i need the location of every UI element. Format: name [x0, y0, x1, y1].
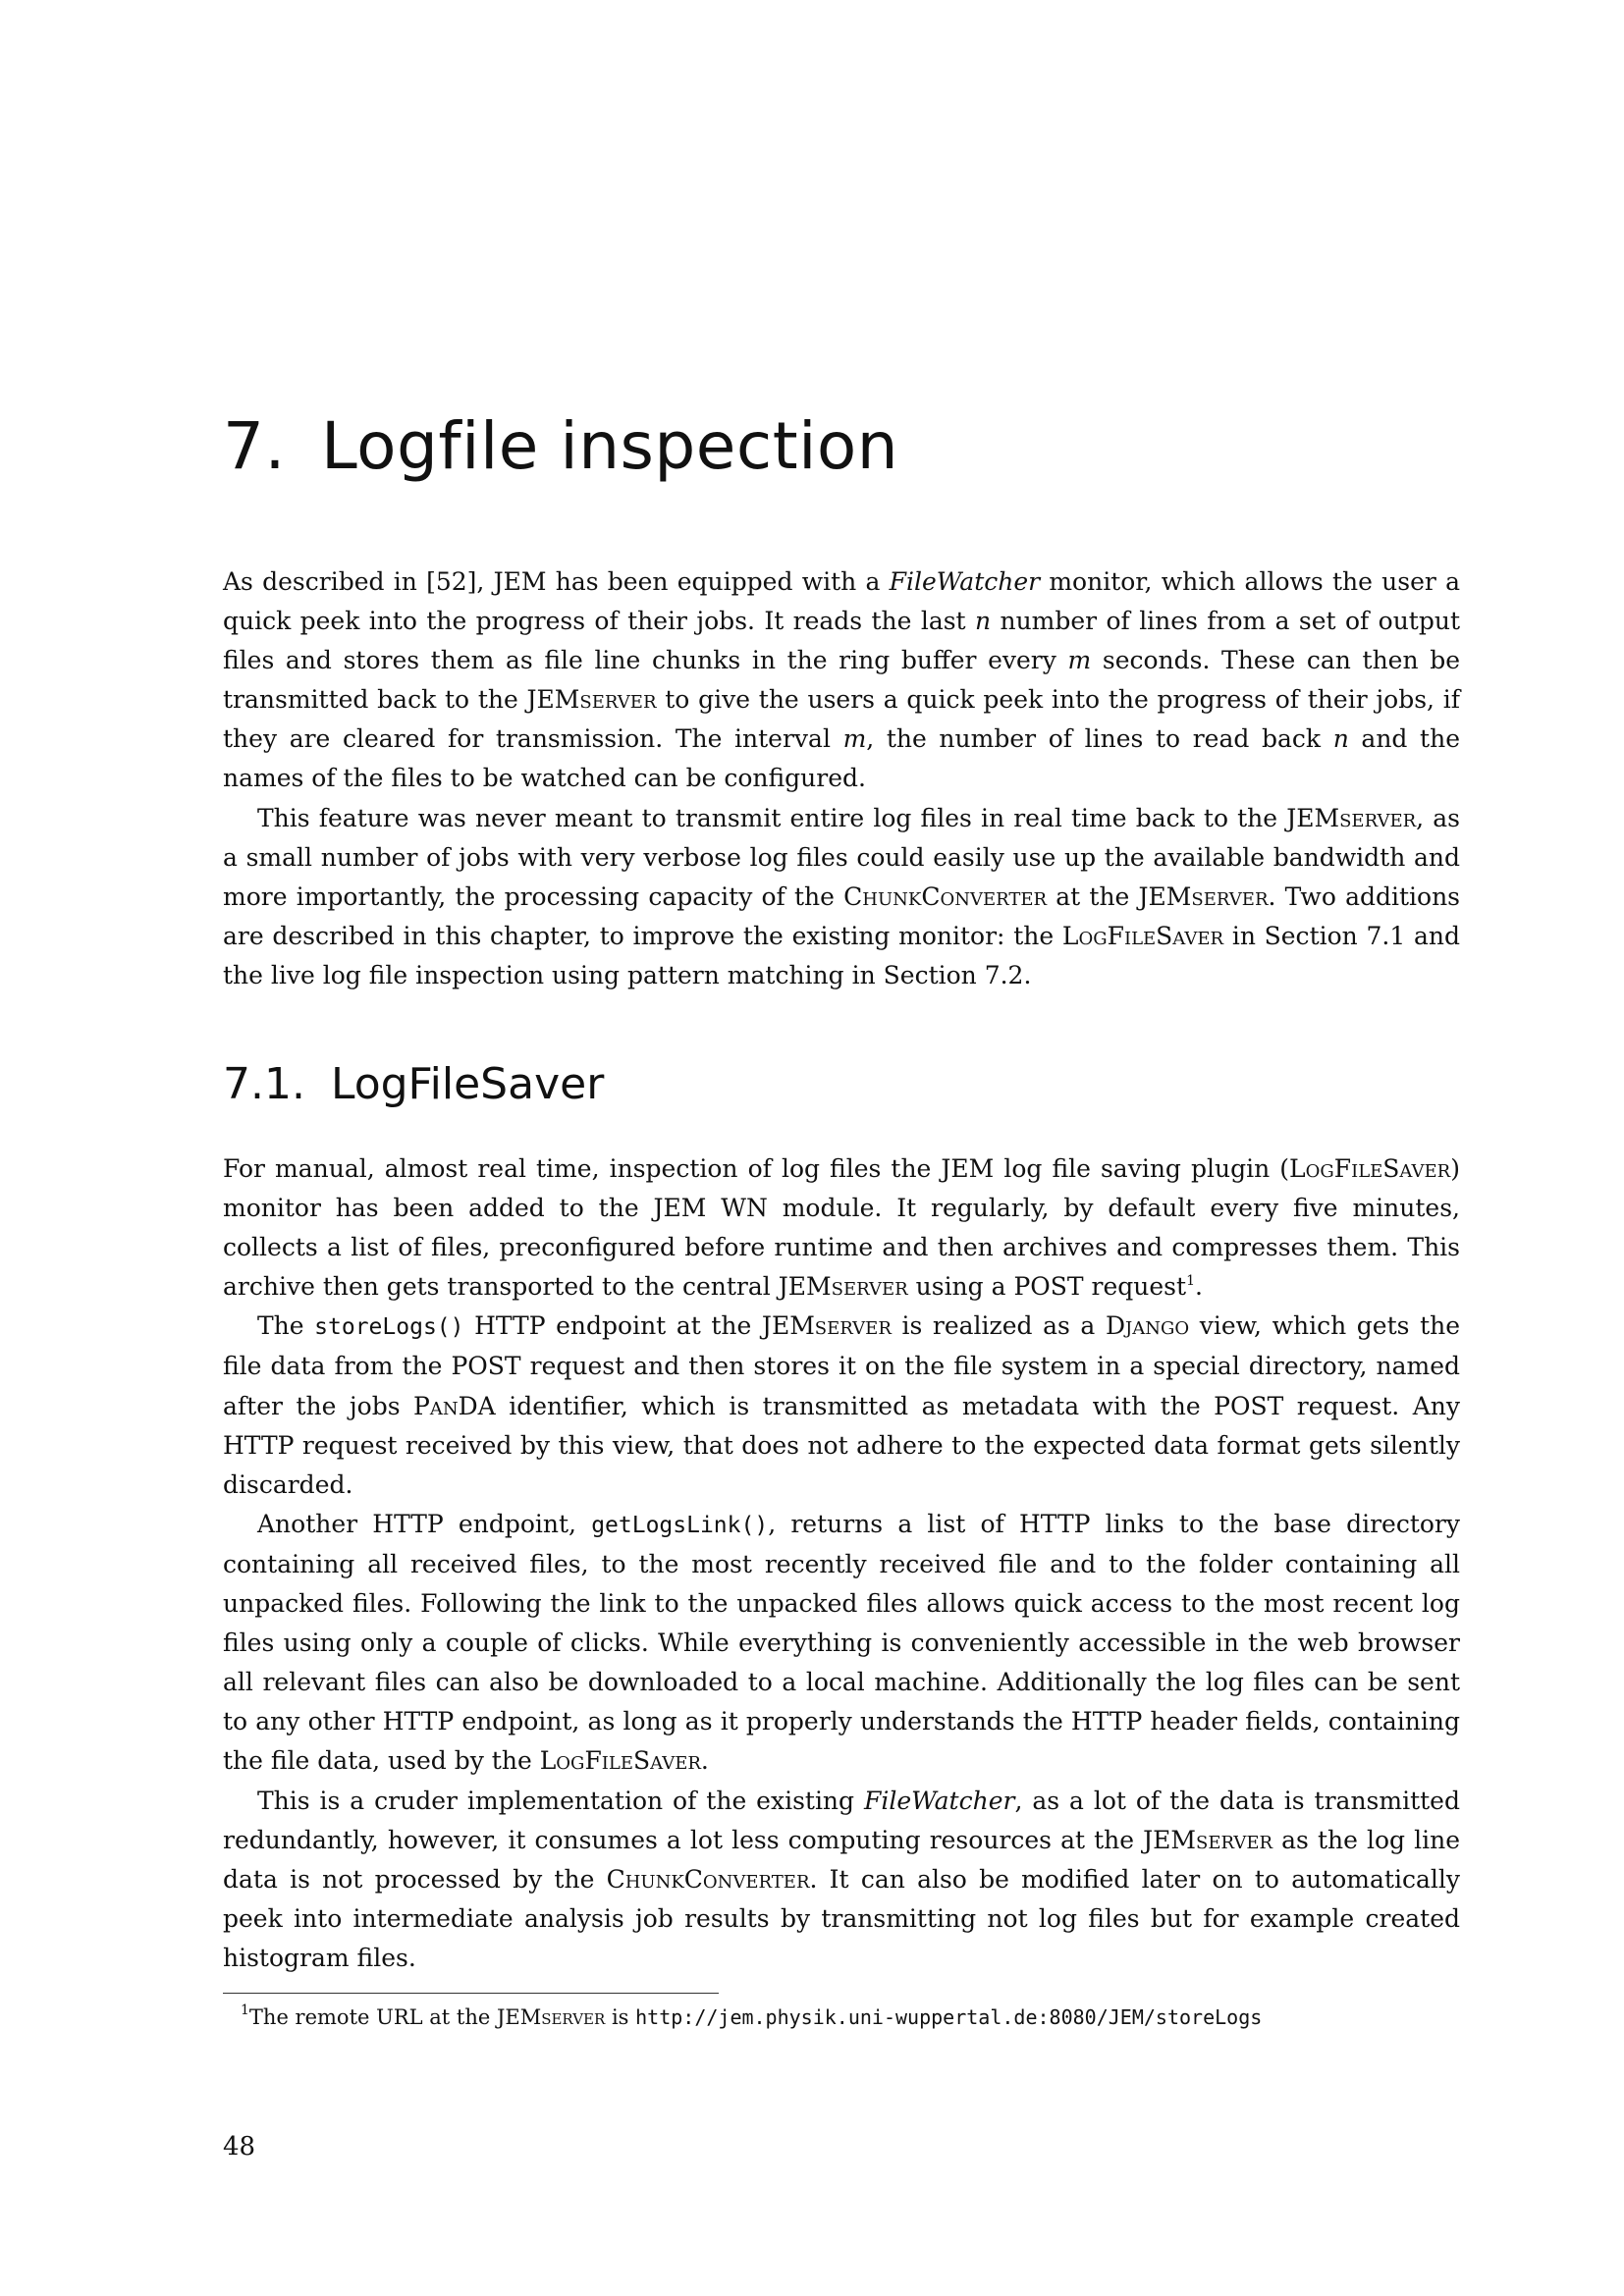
logfilesaver-term: LogFileSaver: [1061, 921, 1224, 950]
chunkconverter-term: ChunkConverter: [606, 1864, 810, 1894]
intro-paragraph-2: This feature was never meant to transmit entire log files in real time back to the JEMserver, as a small number of jobs with very verbose log files could easily use up the available bandwidth and more importantly, the processing capacity of the ChunkConverter at the JEMserver. Two additions are described in this chapter, to improve the existing monitor: the LogFileSaver in Section 7.1 and the live log file inspection using pattern matching in Section 7.2.: [223, 803, 1461, 989]
chunkconverter-term: ChunkConverter: [843, 881, 1048, 911]
math-n: n: [1332, 724, 1349, 754]
footnote: $^1$The remote URL at the JEMserver is http://jem.physik.uni-wuppertal.de:8080/JEM/storeLogs: [241, 2002, 1263, 2029]
code-getlogslink: getLogsLink(): [591, 1512, 769, 1538]
math-m: m: [1067, 646, 1092, 675]
code-storelogs: storeLogs(): [314, 1314, 464, 1341]
django-term: Django: [1105, 1311, 1190, 1341]
footnote-reference[interactable]: 1: [1186, 1273, 1195, 1290]
section-body: [223, 1149, 1460, 1978]
section-paragraph-1: For manual, almost real time, inspection of log files the JEM log file saving plugin (LogFileSaver) monitor has been added to the JEM WN module. It regularly, by default every five minutes, collects a list of files, preconfigured before runtime and then archives and compresses them. This archive then gets transported to the central JEMserver using a POST request$^1$.: [223, 1154, 1460, 1302]
page-number: 48: [223, 2132, 256, 2162]
section-paragraph-3: Another HTTP endpoint, getLogsLink(), returns a list of HTTP links to the base directory containing all received files, to the most recently received file and to the folder containing all unpacked files. Following the link to the unpacked files allows quick access to the most recent log files using only a couple of clicks. While everything is conveniently accessible in the web browser all relevant files can also be downloaded to a local machine. Additionally the log files can be sent to any other HTTP endpoint, as long as it properly understands the HTTP header fields, containing the file data, used by the LogFileSaver.: [223, 1509, 1461, 1776]
footnote-url[interactable]: http://jem.physik.uni-wuppertal.de:8080/JEM/storeLogs: [635, 2005, 1263, 2029]
chapter-title: [223, 408, 899, 484]
math-n: n: [974, 607, 992, 636]
intro-paragraph-1: As described in [52], JEM has been equipped with a FileWatcher monitor, which allows the user a quick peek into the progress of their jobs. It reads the last n number of lines from a set of output files and stores them as file line chunks in the ring buffer every m seconds. These can then be transmitted back to the JEMserver to give the users a quick peek into the progress of their jobs, if they are cleared for transmission. The interval m, the number of lines to read back n and the names of the files to be watched can be configured.: [223, 567, 1460, 793]
section-paragraph-4: This is a cruder implementation of the existing FileWatcher, as a lot of the data is transmitted redundantly, however, it consumes a lot less computing resources at the JEMserver as the log line data is not processed by the ChunkConverter. It can also be modified later on to automatically peek into intermediate analysis job results by transmitting not log files but for example created histogram files.: [223, 1786, 1460, 1972]
section-title-text: LogFileSaver: [330, 1059, 605, 1109]
logfilesaver-term: LogFileSaver: [1289, 1154, 1451, 1183]
panda-term: PanDA: [413, 1391, 496, 1420]
filewatcher-term: FileWatcher: [889, 567, 1041, 596]
section-number: 7.1.: [223, 1059, 305, 1109]
footnote-marker: 1: [241, 2002, 249, 2018]
chapter-title-text: Logfile inspection: [320, 408, 899, 484]
chapter-number: 7.: [223, 408, 286, 484]
section-title: [223, 1059, 605, 1109]
filewatcher-term: FileWatcher: [863, 1786, 1015, 1815]
chapter-intro: [223, 562, 1460, 995]
math-m: m: [842, 724, 867, 754]
logfilesaver-term: LogFileSaver: [539, 1746, 701, 1776]
section-paragraph-2: The storeLogs() HTTP endpoint at the JEMserver is realized as a Django view, which gets the file data from the POST request and then stores it on the file system in a special directory, named after the jobs PanDA identifier, which is transmitted as metadata with the POST request. Any HTTP request received by this view, that does not adhere to the expected data format gets silently discarded.: [223, 1311, 1461, 1499]
footnote-divider: [223, 1993, 719, 1994]
